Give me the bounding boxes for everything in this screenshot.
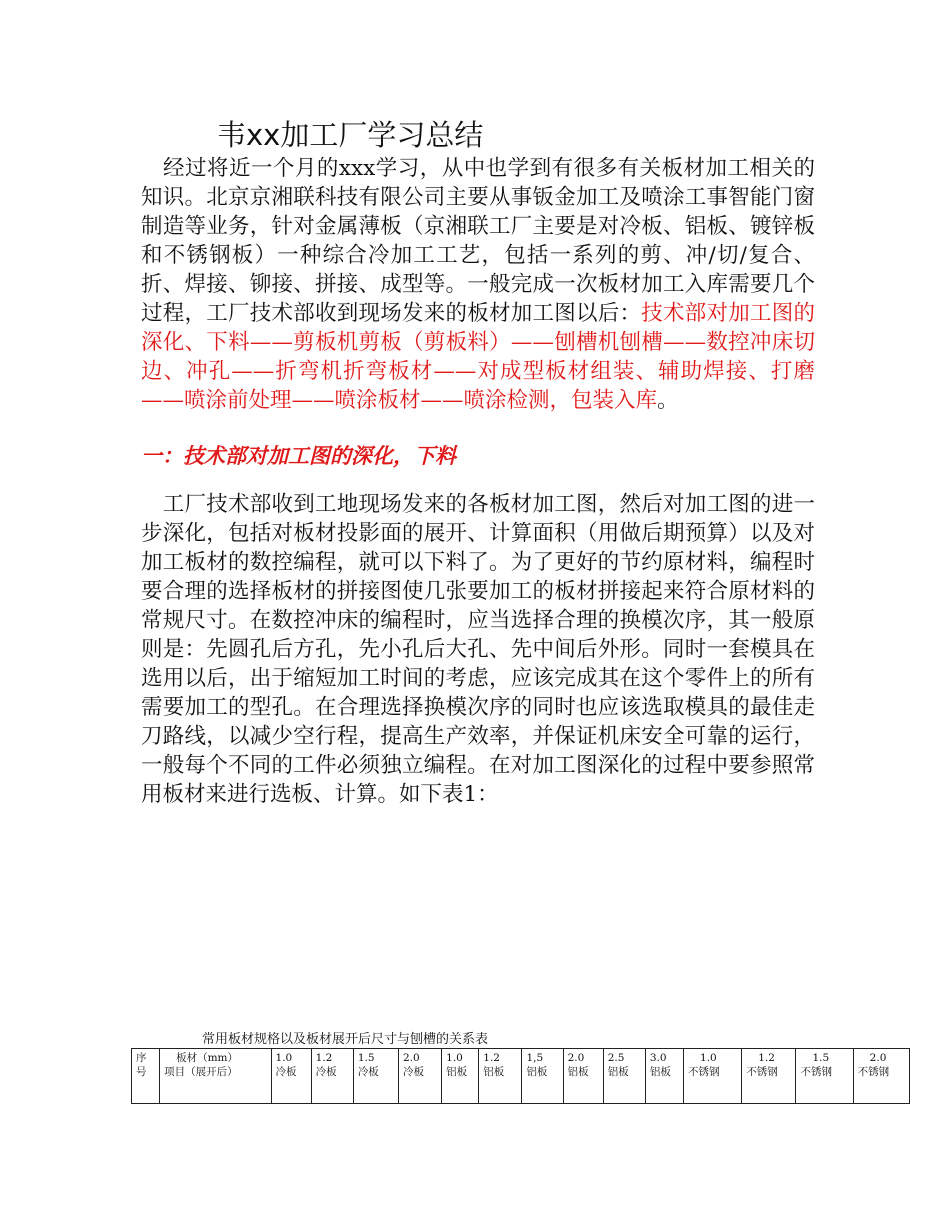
paragraph-section-1-text: 工厂技术部收到工地现场发来的各板材加工图，然后对加工图的进一步深化，包括对板材投影面的展开、计算面积（用做后期预算）以及对加工板材的数控编程，就可以下料了。为了更好的节约原材料，编程时要合理的选择板材的拼接图使几张要加工的板材拼接起来符合原材料的常规尺寸。在数控冲床的编程时，应当选择合理的换模次序，其一般原则是：先圆孔后方孔，先小孔后大孔、先中间后外形。同时一套模具在选用以后，出于缩短加工时间的考虑，应该完成其在这个零件上的所有需要加工的型孔。在合理选择换模次序的同时也应该选取模具的最佳走刀路线，以减少空行程，提高生产效率，并保证机床安全可靠的运行，一般每个不同的工件必须独立编程。在对加工图深化的过程中要参照常用板材来进行选板、计算。如下表1： [141,492,815,807]
table-header-spec-cell: 2.5 铝板 [603,1049,645,1104]
section-heading-1: 一：技术部对加工图的深化，下料 [141,444,456,468]
table-header-spec-cell: 1.5 不锈钢 [796,1049,853,1104]
paragraph-intro-end: 。 [657,388,679,413]
paragraph-intro [141,154,815,415]
table-header-item: 板材（mm） 项目（展开后） [160,1049,271,1104]
table-header-spec-cell: 1.2 不锈钢 [742,1049,796,1104]
table-header-spec-cell: 1.0 冷板 [271,1049,311,1104]
document-title: 韦xx加工厂学习总结 [217,118,484,152]
table-header-spec-cell: 1.2 铝板 [479,1049,522,1104]
table-header-spec-cell: 2.0 不锈钢 [853,1049,909,1104]
table-header-spec-cell: 1.5 冷板 [353,1049,398,1104]
paragraph-intro-text: 经过将近一个月的xxx学习，从中也学到有很多有关板材加工相关的知识。北京京湘联科技有限公司主要从事钣金加工及喷涂工事智能门窗制造等业务，针对金属薄板（京湘联工厂主要是对冷板、铝板、镀锌板和不锈钢板）一种综合冷加工工艺，包括一系列的剪、冲/切/复合、折、焊接、铆接、拼接、成型等。一般完成一次板材加工入库需要几个过程，工厂技术部收到现场发来的板材加工图以后： [141,156,815,326]
table-caption: 常用板材规格以及板材展开后尺寸与刨槽的关系表 [202,1032,489,1047]
table-header-spec-cell: 3.0 铝板 [645,1049,683,1104]
table-header-spec-cell: 2.0 铝板 [563,1049,603,1104]
table-header-spec-cell: 1.0 铝板 [442,1049,479,1104]
process-flow-text: 技术部对加工图的深化、下料——剪板机剪板（剪板料）——刨槽机刨槽——数控冲床切边、冲孔——折弯机折弯板材——对成型板材组装、辅助焊接、打磨——喷涂前处理——喷涂板材——喷涂检测，包装入库 [141,301,815,413]
table-header-spec-cell: 2.0 冷板 [398,1049,441,1104]
table-header-row [132,1049,910,1104]
table-header-spec-cell: 1.2 冷板 [311,1049,353,1104]
paragraph-section-1 [141,490,815,809]
table-header-spec-cell: 1,5 铝板 [522,1049,563,1104]
table-header-spec-cell: 1.0 不锈钢 [684,1049,742,1104]
table-header-index: 序 号 [132,1049,160,1104]
spec-table [131,1048,910,1104]
